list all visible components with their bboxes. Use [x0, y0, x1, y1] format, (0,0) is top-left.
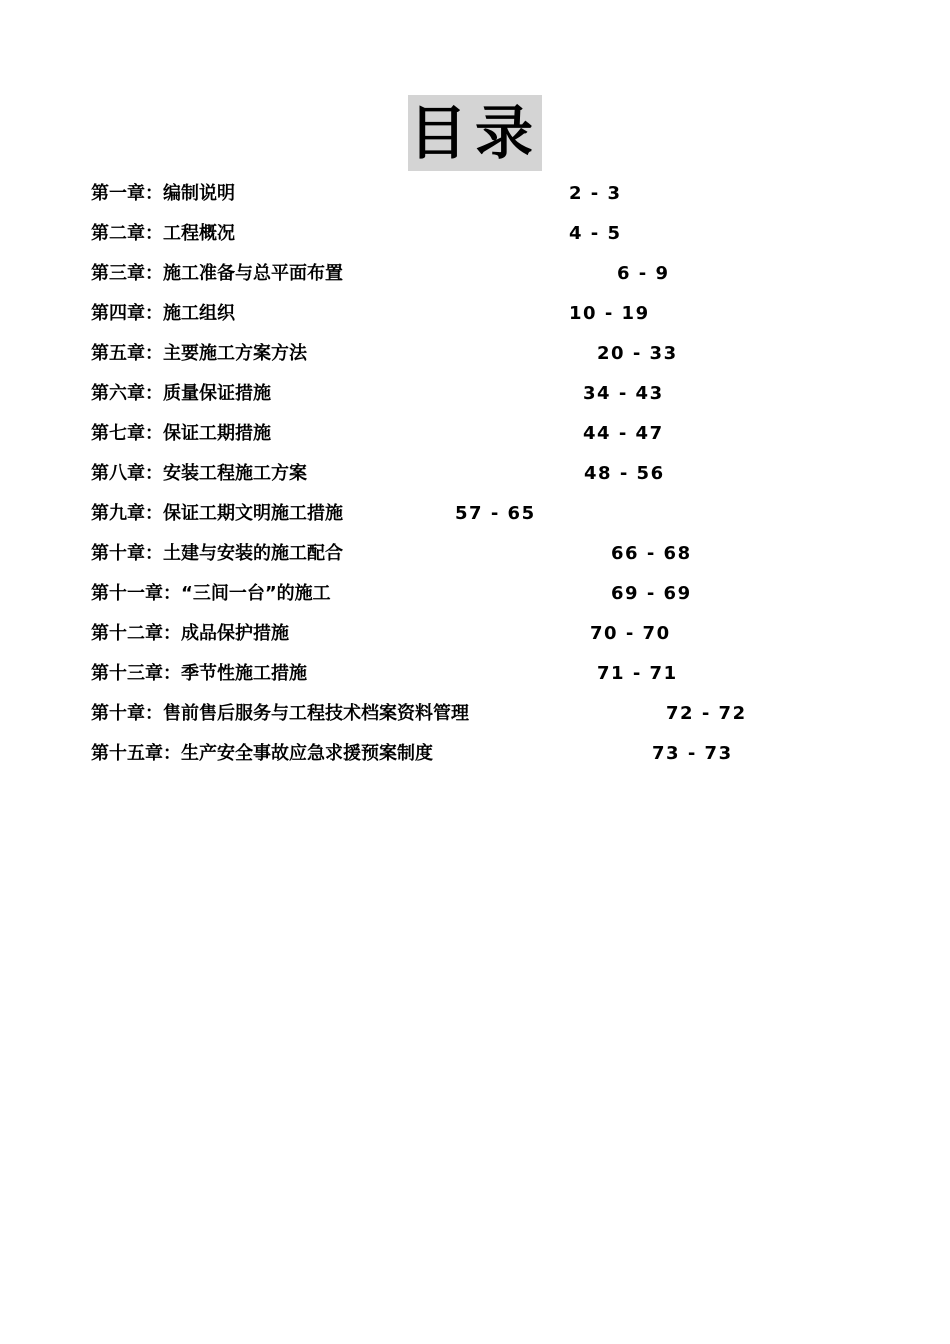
toc-chapter-label: 第二章：工程概况 [91, 223, 235, 244]
toc-page-range: 2 - 3 [569, 183, 622, 204]
toc-entry [0, 379, 950, 409]
toc-entry [0, 419, 950, 449]
toc-entry [0, 259, 950, 289]
toc-page-range: 48 - 56 [584, 463, 665, 484]
toc-page-range: 4 - 5 [569, 223, 622, 244]
toc-page-range: 66 - 68 [611, 543, 692, 564]
toc-entry [0, 699, 950, 729]
toc-chapter-label: 第十五章：生产安全事故应急求援预案制度 [91, 743, 433, 764]
toc-page-range: 6 - 9 [617, 263, 670, 284]
toc-entry [0, 579, 950, 609]
toc-entry [0, 499, 950, 529]
toc-page-range: 34 - 43 [583, 383, 664, 404]
toc-chapter-label: 第九章：保证工期文明施工措施 [91, 503, 343, 524]
toc-chapter-label: 第六章：质量保证措施 [91, 383, 271, 404]
toc-page-range: 20 - 33 [597, 343, 678, 364]
page-title: 目录 [408, 95, 542, 171]
toc-entry [0, 339, 950, 369]
toc-chapter-label: 第八章：安装工程施工方案 [91, 463, 307, 484]
toc-chapter-label: 第十章：土建与安装的施工配合 [91, 543, 343, 564]
toc-page-range: 10 - 19 [569, 303, 650, 324]
toc-page-range: 44 - 47 [583, 423, 664, 444]
toc-entry [0, 179, 950, 209]
toc-entry [0, 739, 950, 769]
toc-page-range: 57 - 65 [455, 503, 536, 524]
toc-page-range: 69 - 69 [611, 583, 692, 604]
toc-entry [0, 299, 950, 329]
toc-entry [0, 219, 950, 249]
toc-chapter-label: 第三章：施工准备与总平面布置 [91, 263, 343, 284]
toc-chapter-label: 第五章：主要施工方案方法 [91, 343, 307, 364]
toc-chapter-label: 第十二章：成品保护措施 [91, 623, 289, 644]
toc-page-range: 70 - 70 [590, 623, 671, 644]
toc-page-range: 72 - 72 [666, 703, 747, 724]
toc-chapter-label: 第四章：施工组织 [91, 303, 235, 324]
toc-chapter-label: 第十一章：“三间一台”的施工 [91, 583, 331, 604]
toc-page-range: 73 - 73 [652, 743, 733, 764]
toc-chapter-label: 第七章：保证工期措施 [91, 423, 271, 444]
toc-entry [0, 459, 950, 489]
toc-chapter-label: 第十三章：季节性施工措施 [91, 663, 307, 684]
toc-entry [0, 619, 950, 649]
toc-entry [0, 539, 950, 569]
toc-chapter-label: 第一章：编制说明 [91, 183, 235, 204]
toc-chapter-label: 第十章：售前售后服务与工程技术档案资料管理 [91, 703, 469, 724]
toc-entry [0, 659, 950, 689]
toc-page-range: 71 - 71 [597, 663, 678, 684]
